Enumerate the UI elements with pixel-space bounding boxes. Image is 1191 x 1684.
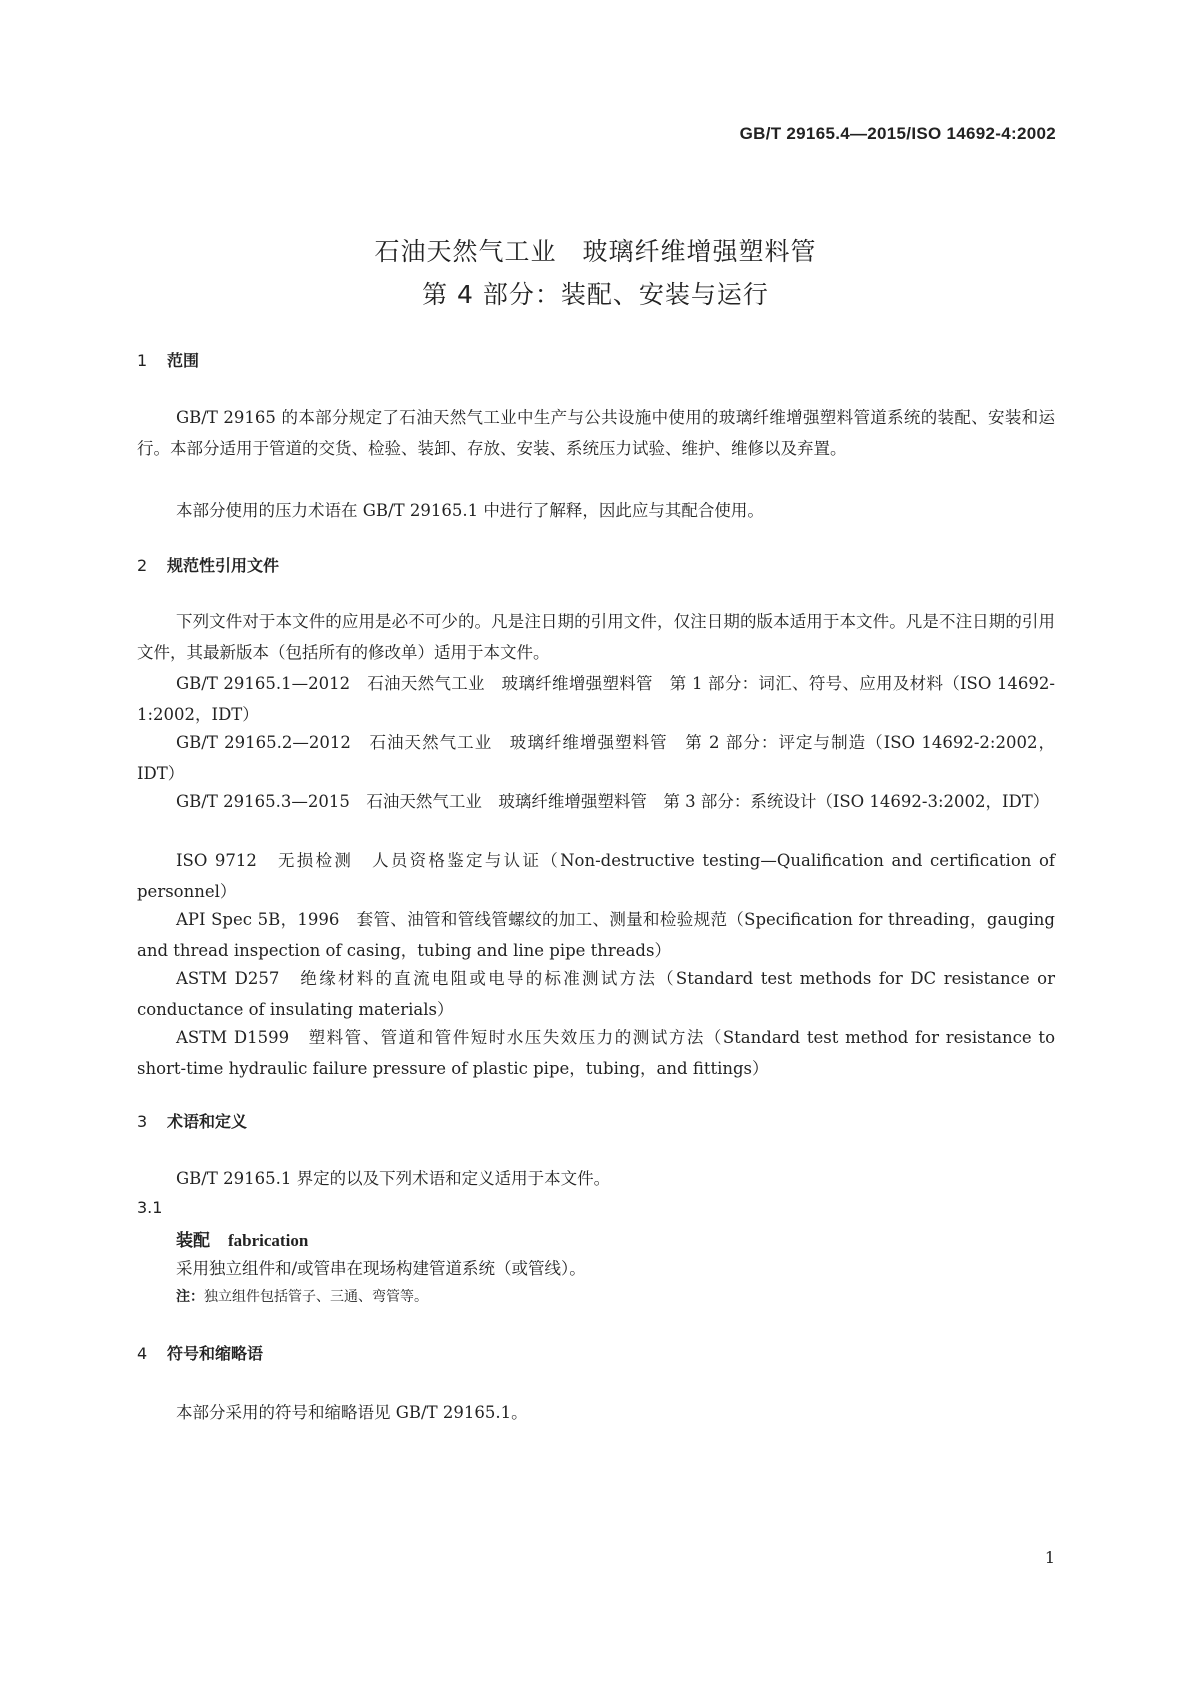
paragraph: 本部分采用的符号和缩略语见 GB/T 29165.1。 bbox=[176, 1403, 528, 1422]
section-title: 术语和定义 bbox=[167, 1112, 248, 1131]
reference-item: GB/T 29165.3—2015 石油天然气工业 玻璃纤维增强塑料管 第 3 部分：系统设计（ISO 14692-3:2002，IDT） bbox=[176, 792, 1050, 811]
section-title: 符号和缩略语 bbox=[167, 1344, 264, 1363]
note-text: 独立组件包括管子、三通、弯管等。 bbox=[204, 1289, 428, 1305]
section-heading-symbols bbox=[137, 1341, 263, 1364]
section-title: 规范性引用文件 bbox=[167, 556, 280, 575]
section-number: 1 bbox=[137, 351, 148, 370]
reference-item: ASTM D1599 塑料管、管道和管件短时水压失效压力的测试方法（Standard test method for resistance to short-time hydraulic failure pressure of plastic pipe，tubing，and fittings） bbox=[137, 1028, 1055, 1078]
reference-item: GB/T 29165.1—2012 石油天然气工业 玻璃纤维增强塑料管 第 1 部分：词汇、符号、应用及材料（ISO 14692-1:2002，IDT） bbox=[137, 674, 1055, 724]
reference-item: API Spec 5B，1996 套管、油管和管线管螺纹的加工、测量和检验规范（Specification for threading，gauging and thread inspection of casing，tubing and line pipe threads） bbox=[137, 910, 1055, 960]
section-number: 2 bbox=[137, 556, 148, 575]
standard-code: GB/T 29165.4—2015/ISO 14692-4:2002 bbox=[739, 124, 1056, 143]
reference-item: GB/T 29165.2—2012 石油天然气工业 玻璃纤维增强塑料管 第 2 部分：评定与制造（ISO 14692-2:2002，IDT） bbox=[137, 733, 1056, 783]
paragraph: GB/T 29165.1 界定的以及下列术语和定义适用于本文件。 bbox=[176, 1169, 611, 1188]
section-heading-scope bbox=[137, 348, 199, 371]
section-number: 4 bbox=[137, 1344, 148, 1363]
document-subtitle: 第 4 部分：装配、安装与运行 bbox=[422, 280, 769, 309]
term-definition: 采用独立组件和/或管串在现场构建管道系统（或管线）。 bbox=[176, 1259, 586, 1278]
paragraph: GB/T 29165 的本部分规定了石油天然气工业中生产与公共设施中使用的玻璃纤维增强塑料管道系统的装配、安装和运行。本部分适用于管道的交货、检验、装卸、存放、安装、系统压力试验、维护、维修以及弃置。 bbox=[137, 408, 1055, 458]
paragraph: 下列文件对于本文件的应用是必不可少的。凡是注日期的引用文件，仅注日期的版本适用于本文件。凡是不注日期的引用文件，其最新版本（包括所有的修改单）适用于本文件。 bbox=[137, 612, 1055, 662]
term-name-en: fabrication bbox=[228, 1231, 309, 1250]
reference-item: ASTM D257 绝缘材料的直流电阻或电导的标准测试方法（Standard test methods for DC resistance or conductance of insulating materials） bbox=[137, 969, 1055, 1019]
page-number: 1 bbox=[1044, 1548, 1055, 1567]
term-note bbox=[176, 1286, 428, 1306]
section-number: 3 bbox=[137, 1112, 148, 1131]
paragraph: 本部分使用的压力术语在 GB/T 29165.1 中进行了解释，因此应与其配合使用。 bbox=[176, 501, 764, 520]
reference-item: ISO 9712 无损检测 人员资格鉴定与认证（Non-destructive testing—Qualification and certification of personnel） bbox=[137, 851, 1055, 901]
term-name bbox=[176, 1226, 308, 1251]
term-number: 3.1 bbox=[137, 1198, 163, 1217]
note-label: 注： bbox=[176, 1289, 204, 1305]
section-heading-normative-references bbox=[137, 553, 279, 576]
section-heading-terms bbox=[137, 1109, 247, 1132]
section-title: 范围 bbox=[167, 351, 200, 370]
term-name-zh: 装配 bbox=[176, 1231, 210, 1251]
document-title: 石油天然气工业 玻璃纤维增强塑料管 bbox=[374, 237, 817, 266]
